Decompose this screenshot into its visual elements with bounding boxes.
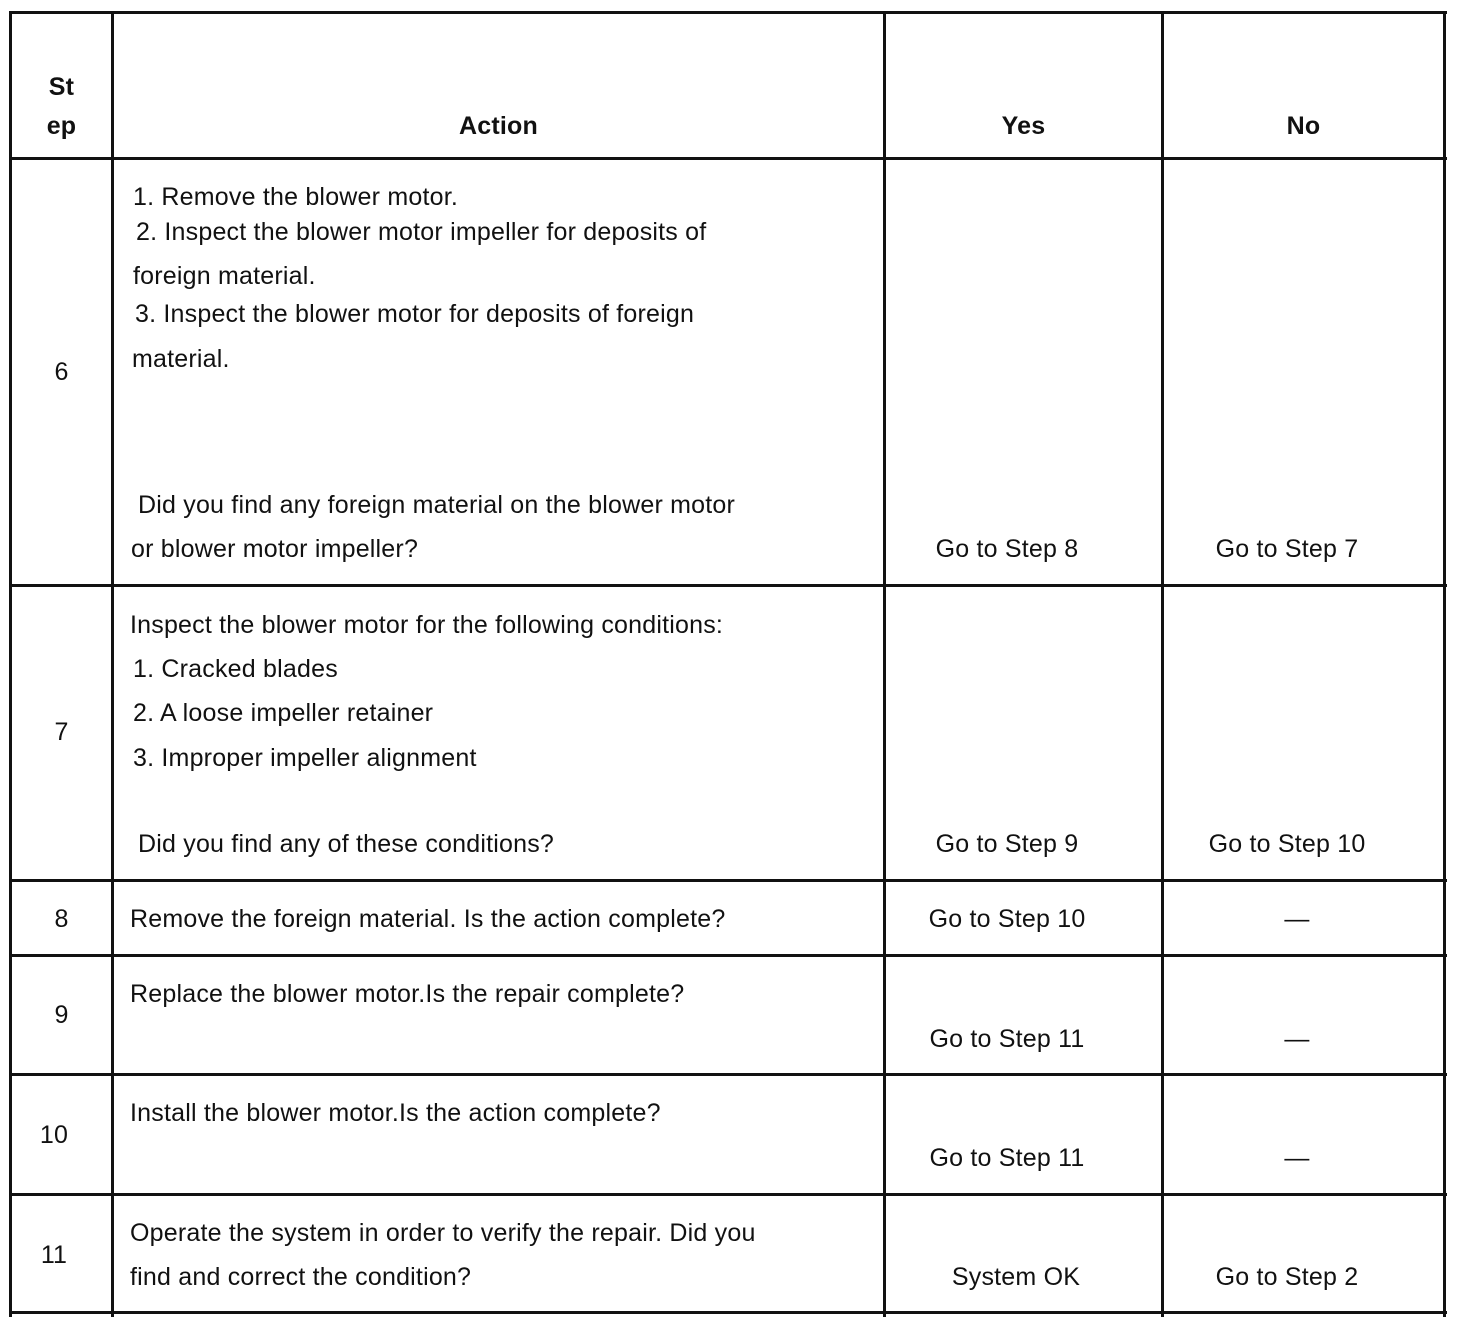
action-line: 2. Inspect the blower motor impeller for deposits of [136, 218, 707, 246]
no-result: — [1284, 1025, 1310, 1053]
header-no: No [1286, 112, 1321, 140]
row-divider-8 [9, 954, 1447, 957]
action-line: find and correct the condition? [130, 1263, 472, 1291]
no-result: — [1284, 1144, 1310, 1172]
col-divider-yes [1161, 12, 1164, 1317]
action-line: Replace the blower motor.Is the repair complete? [130, 980, 685, 1008]
header-step-line2: ep [46, 112, 77, 140]
table-border-bottom [9, 1311, 1447, 1314]
step-number: 11 [40, 1241, 68, 1269]
col-divider-action [883, 12, 886, 1317]
row-divider-9 [9, 1073, 1447, 1076]
action-line: Operate the system in order to verify the repair. Did you [130, 1219, 756, 1247]
yes-result: Go to Step 11 [929, 1144, 1085, 1172]
row-divider-7 [9, 879, 1447, 882]
action-line: 1. Cracked blades [133, 655, 338, 683]
no-result: Go to Step 10 [1208, 830, 1366, 858]
action-line: Remove the foreign material. Is the action complete? [130, 905, 726, 933]
step-number: 7 [54, 718, 69, 746]
header-divider [9, 157, 1447, 160]
yes-result: Go to Step 8 [935, 535, 1079, 563]
action-line: 3. Improper impeller alignment [133, 744, 477, 772]
no-result: Go to Step 7 [1215, 535, 1359, 563]
action-line: Install the blower motor.Is the action complete? [130, 1099, 661, 1127]
header-step-line1: St [48, 73, 75, 101]
action-line: 1. Remove the blower motor. [133, 183, 458, 211]
header-yes: Yes [1001, 112, 1046, 140]
action-line: Did you find any foreign material on the blower motor [138, 491, 736, 519]
action-line: foreign material. [133, 262, 316, 290]
no-result: Go to Step 2 [1215, 1263, 1359, 1291]
step-number: 10 [39, 1121, 69, 1149]
action-line: material. [132, 345, 230, 373]
action-line: Did you find any of these conditions? [138, 830, 554, 858]
row-divider-6 [9, 584, 1447, 587]
table-border-top [9, 11, 1447, 14]
table-border-right [1443, 12, 1446, 1317]
header-action: Action [459, 112, 538, 140]
step-number: 6 [54, 358, 69, 386]
yes-result: Go to Step 11 [929, 1025, 1085, 1053]
no-result: — [1284, 905, 1310, 933]
action-line: Inspect the blower motor for the following conditions: [130, 611, 724, 639]
yes-result: System OK [951, 1263, 1081, 1291]
yes-result: Go to Step 9 [935, 830, 1079, 858]
action-line: 2. A loose impeller retainer [133, 699, 434, 727]
yes-result: Go to Step 10 [928, 905, 1086, 933]
col-divider-step [111, 12, 114, 1317]
row-divider-10 [9, 1193, 1447, 1196]
action-line: 3. Inspect the blower motor for deposits of foreign [135, 300, 695, 328]
step-number: 8 [54, 905, 69, 933]
step-number: 9 [54, 1001, 69, 1029]
action-line: or blower motor impeller? [131, 535, 419, 563]
